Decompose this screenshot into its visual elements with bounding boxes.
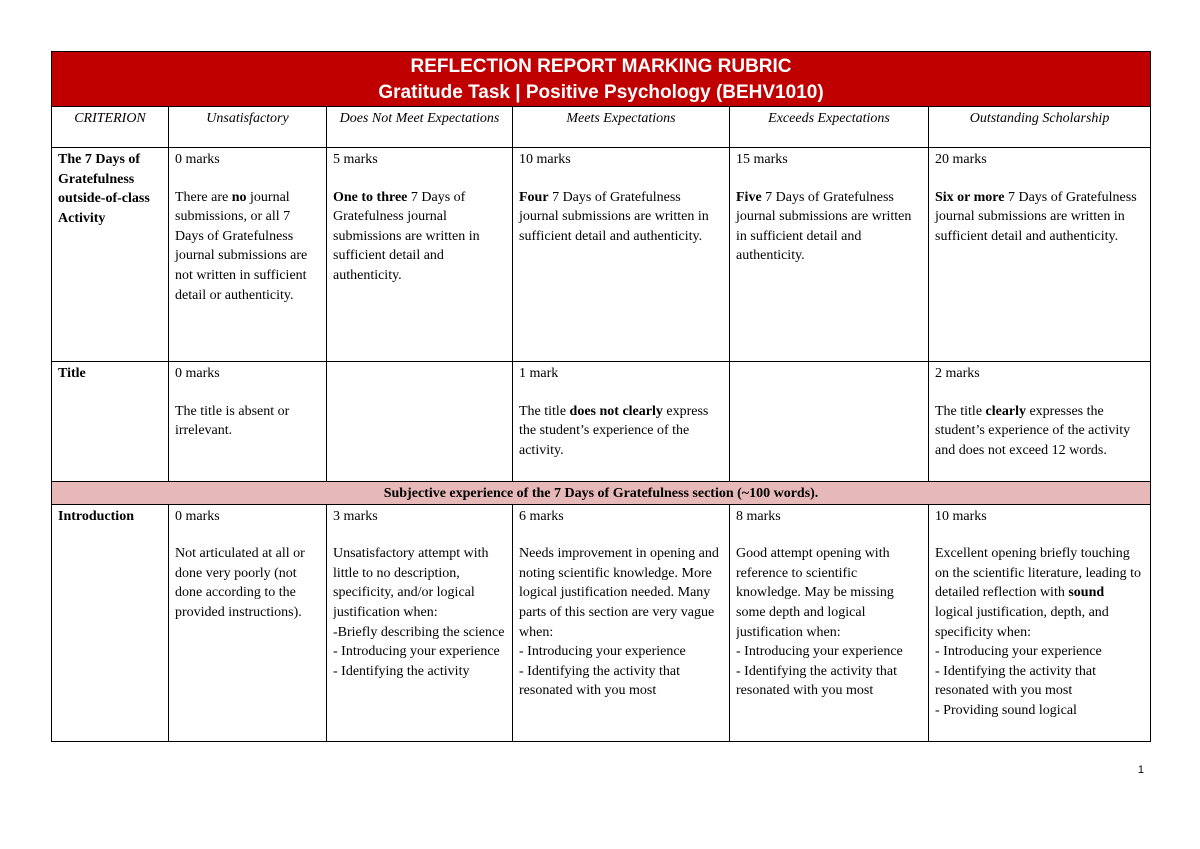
marks-label: 2 marks <box>935 366 980 381</box>
rubric-title: REFLECTION REPORT MARKING RUBRIC <box>410 56 792 77</box>
header-row <box>52 107 1151 148</box>
bullet-line: - Introducing your experience <box>935 644 1102 660</box>
rubric-page <box>51 51 1150 742</box>
header-unsatisfactory: Unsatisfactory <box>169 107 327 148</box>
rubric-cell <box>513 362 730 482</box>
bullet-line: - Identifying the activity that resonated with you most <box>736 663 897 699</box>
table-row <box>52 148 1151 362</box>
header-exceeds: Exceeds Expectations <box>730 107 929 148</box>
course-subtitle: Gratitude Task | Positive Psychology (BEHV1010) <box>378 82 824 103</box>
title-cell <box>52 52 1151 107</box>
marks-label: 3 marks <box>333 508 378 524</box>
cell-description: Needs improvement in opening and noting scientific knowledge. More logical justification needed. Many parts of this section are very vague when: <box>519 546 719 640</box>
bullet-line: - Providing sound logical <box>935 702 1077 718</box>
marks-label: 5 marks <box>333 152 378 167</box>
bullet-line: - Identifying the activity <box>333 663 470 679</box>
marks-label: 0 marks <box>175 366 220 381</box>
rubric-cell <box>327 148 513 362</box>
title-row <box>52 52 1151 107</box>
header-outstanding: Outstanding Scholarship <box>929 107 1151 148</box>
rubric-cell <box>929 504 1151 741</box>
marks-label: 20 marks <box>935 152 987 167</box>
cell-description: One to three 7 Days of Gratefulness journal submissions are written in sufficient detail and authenticity. <box>333 189 480 283</box>
marks-label: 8 marks <box>736 508 781 524</box>
cell-description: Six or more 7 Days of Gratefulness journal submissions are written in sufficient detail and authenticity. <box>935 189 1137 244</box>
marks-label: 15 marks <box>736 152 788 167</box>
rubric-cell <box>929 148 1151 362</box>
rubric-cell <box>513 148 730 362</box>
rubric-cell-empty <box>327 362 513 482</box>
header-meets: Meets Expectations <box>513 107 730 148</box>
cell-description: There are no journal submissions, or all 7 Days of Gratefulness journal submissions are not written in sufficient detail or authenticity. <box>175 189 308 303</box>
criterion-cell: Introduction <box>52 504 169 741</box>
rubric-cell <box>513 504 730 741</box>
cell-description: The title does not clearly express the student’s experience of the activity. <box>519 403 709 458</box>
cell-description: Good attempt opening with reference to scientific knowledge. May be missing some depth and logical justification when: <box>736 546 894 640</box>
cell-description: Four 7 Days of Gratefulness journal submissions are written in sufficient detail and authenticity. <box>519 189 709 244</box>
bullet-line: - Identifying the activity that resonated with you most <box>519 663 680 699</box>
section-heading: Subjective experience of the 7 Days of Gratefulness section (~100 words). <box>52 482 1151 505</box>
rubric-cell <box>730 504 929 741</box>
rubric-cell <box>929 362 1151 482</box>
rubric-cell <box>327 504 513 741</box>
rubric-cell <box>730 148 929 362</box>
rubric-cell <box>169 148 327 362</box>
marks-label: 10 marks <box>519 152 571 167</box>
marks-label: 0 marks <box>175 152 220 167</box>
bullet-line: - Introducing your experience <box>736 644 903 660</box>
cell-description: Unsatisfactory attempt with little to no description, specificity, and/or logical justification when: <box>333 546 489 620</box>
cell-description: The title clearly expresses the student’s experience of the activity and does not exceed 12 words. <box>935 403 1131 458</box>
table-row <box>52 362 1151 482</box>
bullet-line: -Briefly describing the science <box>333 624 505 640</box>
marks-label: 0 marks <box>175 508 220 524</box>
rubric-cell <box>169 362 327 482</box>
bullet-line: - Identifying the activity that resonated with you most <box>935 663 1096 699</box>
section-row <box>52 482 1151 505</box>
criterion-cell: The 7 Days of Gratefulness outside-of-class Activity <box>52 148 169 362</box>
rubric-cell <box>169 504 327 741</box>
bullet-line: - Introducing your experience <box>519 644 686 660</box>
bullet-line: - Introducing your experience <box>333 644 500 660</box>
rubric-table <box>51 51 1151 742</box>
rubric-cell-empty <box>730 362 929 482</box>
page-number: 1 <box>1137 764 1144 776</box>
criterion-cell: Title <box>52 362 169 482</box>
marks-label: 1 mark <box>519 366 559 381</box>
cell-description: Excellent opening briefly touching on the scientific literature, leading to detailed reflection with sound logical justification, depth, and specificity when: <box>935 546 1142 640</box>
cell-description: Five 7 Days of Gratefulness journal submissions are written in sufficient detail and authenticity. <box>736 189 912 264</box>
marks-label: 10 marks <box>935 508 987 524</box>
header-does-not-meet: Does Not Meet Expectations <box>327 107 513 148</box>
marks-label: 6 marks <box>519 508 564 524</box>
table-row <box>52 504 1151 741</box>
cell-description: The title is absent or irrelevant. <box>175 403 290 439</box>
header-criterion: CRITERION <box>52 107 169 148</box>
cell-description: Not articulated at all or done very poorly (not done according to the provided instructions). <box>175 546 305 620</box>
